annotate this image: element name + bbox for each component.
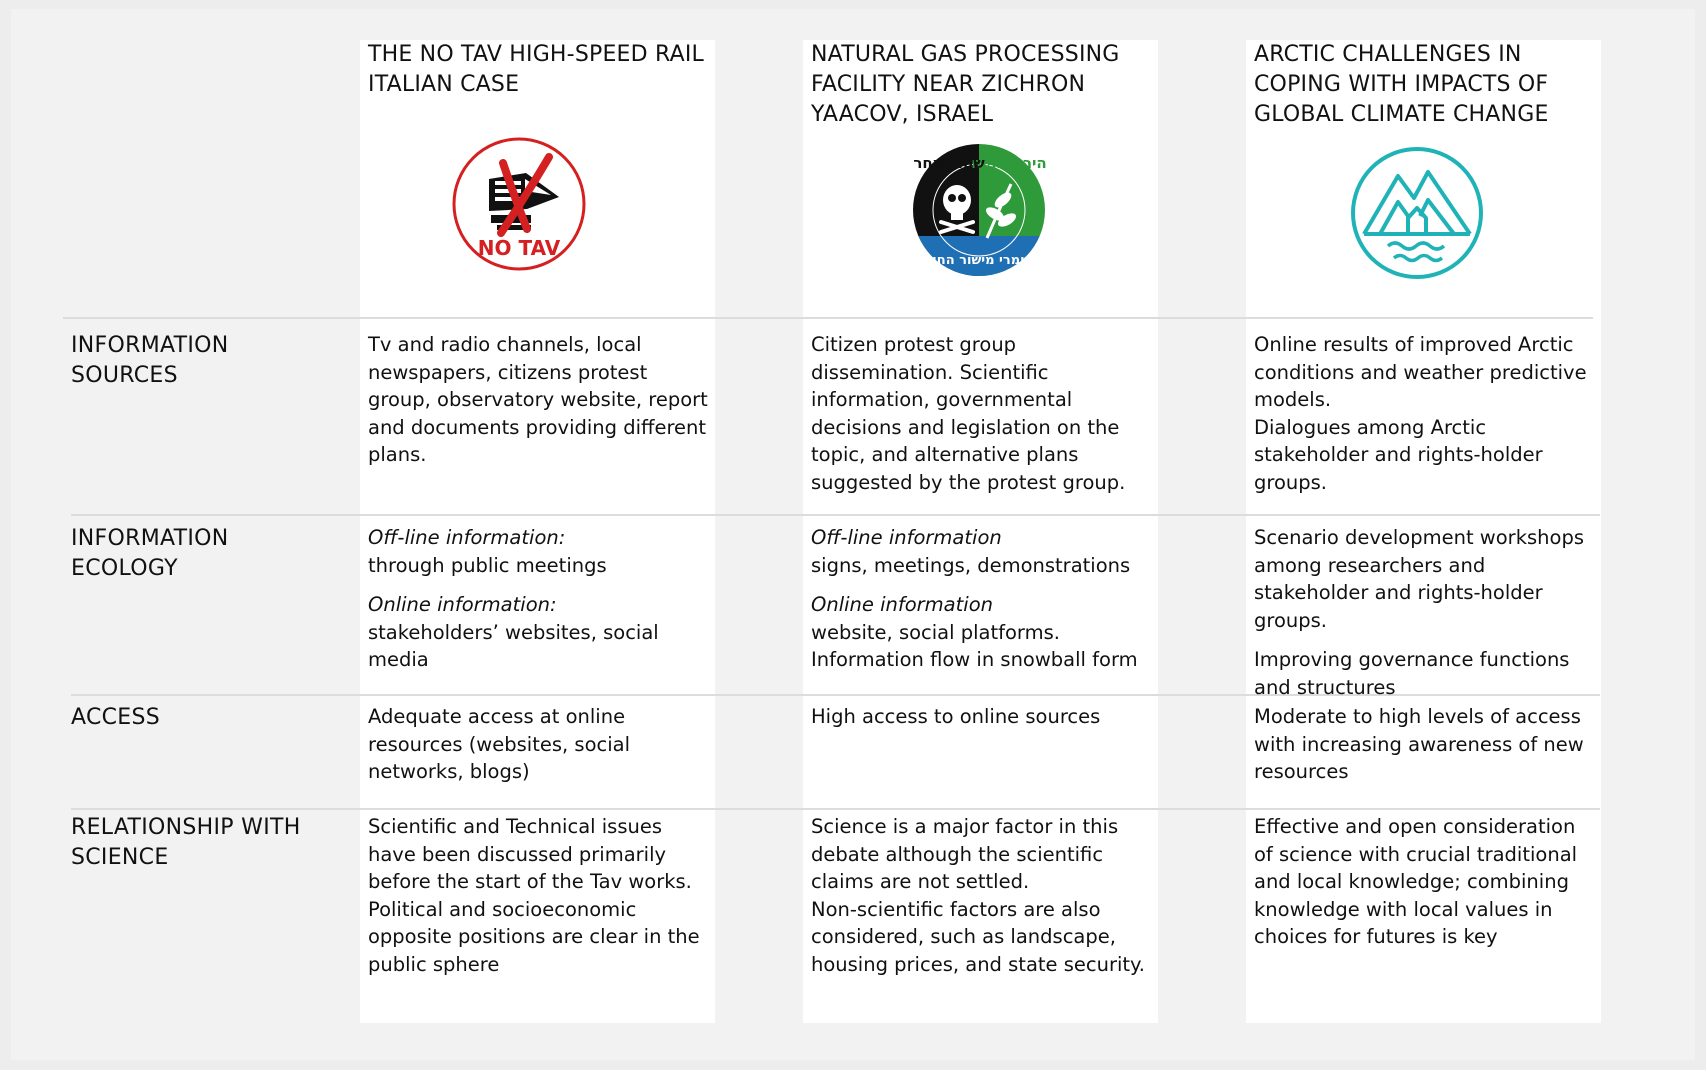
cell-arctic-relationship-with-science: Effective and open consideration of science with crucial traditional and local knowledge; combining knowledge with local values in choices for futures is key [1254, 815, 1578, 948]
cell-arctic-access: Moderate to high levels of access with increasing awareness of new resources [1254, 705, 1584, 783]
israel-logo-text-green: הירוק היום [971, 154, 1047, 172]
notav-logo [451, 133, 587, 275]
online-text: stakeholders’ websites, social media [368, 620, 659, 671]
column-title-israel: NATURAL GAS PROCESSING FACILITY NEAR ZICHRON YAACOV, ISRAEL [811, 42, 1120, 127]
row-label-relationship-with-science: RELATIONSHIP WITH SCIENCE [71, 815, 301, 870]
column-title-arctic: ARCTIC CHALLENGES IN COPING WITH IMPACTS OF GLOBAL CLIMATE CHANGE [1254, 42, 1549, 127]
cell-notav-access: Adequate access at online resources (websites, social networks, blogs) [368, 705, 631, 783]
notav-logo-text: NO TAV [477, 236, 561, 260]
offline-label: Off-line information [811, 526, 1002, 549]
row-label-information-sources: INFORMATION SOURCES [71, 333, 229, 388]
offline-text: through public meetings [368, 553, 607, 577]
cell-israel-access: High access to online sources [811, 705, 1101, 728]
arctic-logo [1350, 146, 1484, 280]
cell-arctic-information-sources: Online results of improved Arctic conditions and weather predictive models. Dialogues among Arctic stakeholder and rights-holder groups. [1254, 333, 1587, 494]
column-title-notav: THE NO TAV HIGH-SPEED RAIL ITALIAN CASE [368, 42, 704, 97]
offline-text: signs, meetings, demonstrations [811, 553, 1131, 577]
israel-protest-logo [911, 140, 1047, 280]
israel-logo-text-bottom: שומרי מישור החוף [923, 253, 1035, 268]
cell-notav-information-sources: Tv and radio channels, local newspapers, citizens protest group, observatory website, report and documents providing different plans. [368, 333, 708, 466]
row-label-access: ACCESS [71, 705, 161, 730]
row-label-information-ecology: INFORMATION ECOLOGY [71, 526, 229, 581]
israel-logo-text-black: שחור מחר [913, 154, 985, 172]
ecology-paragraph-2: Improving governance functions and structures [1254, 648, 1570, 699]
row-divider [71, 514, 1600, 516]
online-label: Online information [811, 593, 993, 616]
online-text: website, social platforms. Information flow in snowball form [811, 620, 1138, 671]
offline-label: Off-line information: [368, 526, 566, 549]
cell-notav-information-ecology [368, 524, 713, 674]
cell-israel-information-sources: Citizen protest group dissemination. Scientific information, governmental decisions and legislation on the topic, and alternative plans suggested by the protest group. [811, 333, 1126, 494]
row-divider [63, 317, 1593, 319]
cell-notav-relationship-with-science: Scientific and Technical issues have been discussed primarily before the start of the Tav works. Political and socioeconomic opposite positions are clear in the public sphere [368, 815, 700, 976]
online-label: Online information: [368, 593, 557, 616]
row-divider [71, 808, 1600, 810]
cell-israel-information-ecology [811, 524, 1156, 674]
ecology-paragraph-1: Scenario development workshops among researchers and stakeholder and rights-holder groups. [1254, 526, 1584, 632]
cell-arctic-information-ecology [1254, 524, 1599, 701]
cell-israel-relationship-with-science: Science is a major factor in this debate although the scientific claims are not settled. Non-scientific factors are also considered, such as landscape, housing prices, and state security. [811, 815, 1146, 976]
